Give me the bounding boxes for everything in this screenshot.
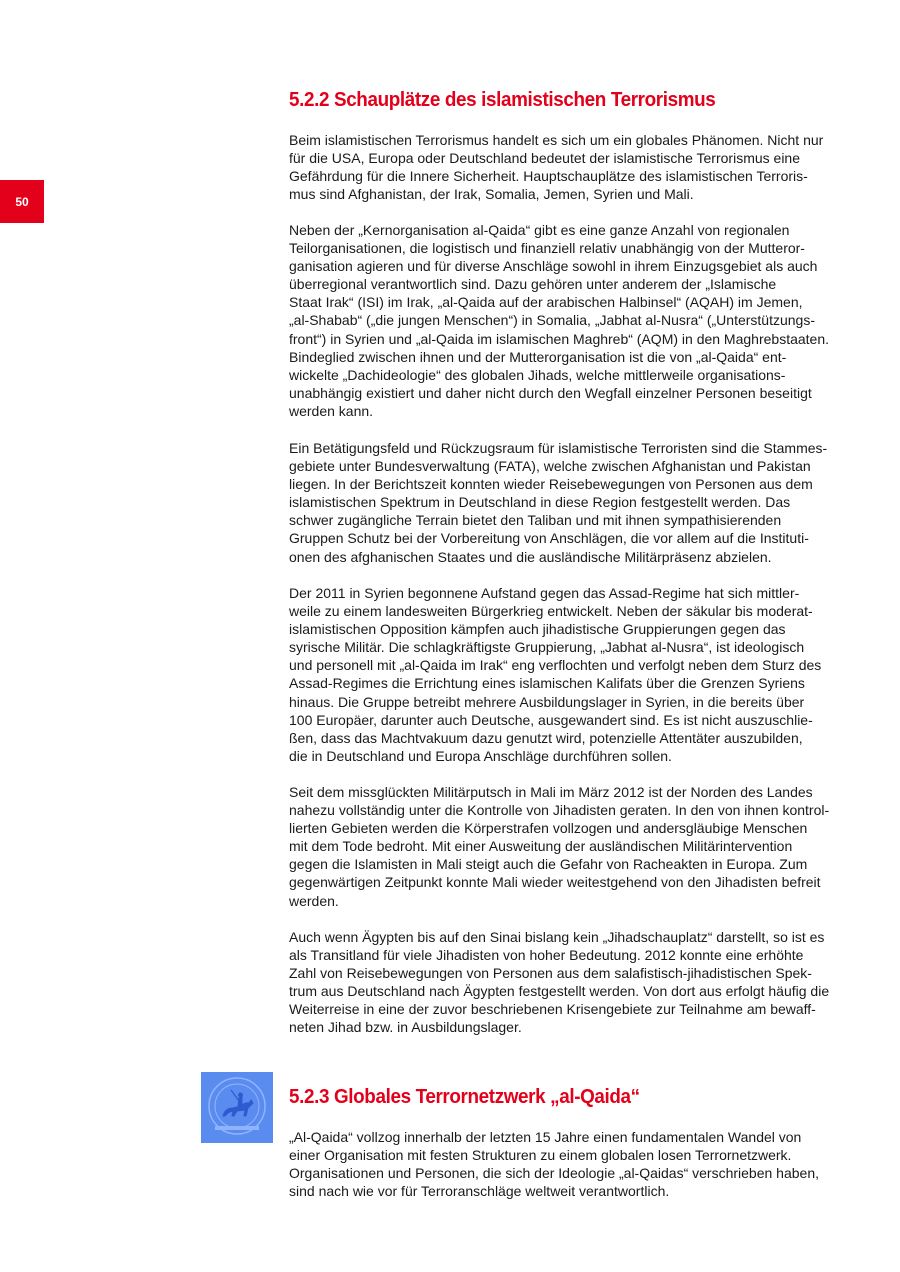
text-line: und personell mit „al-Qaida im Irak“ eng verflochten und verfolgt neben dem Sturz des <box>289 657 822 674</box>
text-line: lierten Gebieten werden die Körperstrafen vollzogen und andersgläubige Menschen <box>289 820 808 837</box>
text-line: hinaus. Die Gruppe betreibt mehrere Ausbildungslager in Syrien, in die bereits über <box>289 693 805 710</box>
text-line: onen des afghanischen Staates und die ausländische Militärpräsenz abzielen. <box>289 548 772 565</box>
text-line: Auch wenn Ägypten bis auf den Sinai bislang kein „Jihadschauplatz“ darstellt, so ist es <box>289 929 825 945</box>
text-line: Gefährdung für die Innere Sicherheit. Hauptschauplätze des islamistischen Terroris- <box>289 168 808 185</box>
text-line: überregional verantwortlich sind. Dazu gehören unter anderem der „Islamische <box>289 276 777 293</box>
text-line: werden kann. <box>289 402 374 419</box>
paragraph-3 <box>289 439 849 566</box>
text-line: Teilorganisationen, die logistisch und finanziell relativ unabhängig von der Mutteror- <box>289 240 805 257</box>
text-line: Bindeglied zwischen ihnen und der Mutterorganisation ist die von „al-Qaida“ ent- <box>289 348 787 365</box>
text-line: islamistischen Opposition kämpfen auch jihadistische Gruppierungen gegen das <box>289 621 786 638</box>
text-line: schwer zugängliche Terrain bietet den Taliban und mit ihnen sympathisierenden <box>289 512 782 529</box>
text-line: Weiterreise in eine der zuvor beschriebenen Krisengebiete zur Teilnahme am bewaff- <box>289 1001 816 1018</box>
text-line: trum aus Deutschland nach Ägypten festgestellt werden. Von dort aus erfolgt häufig die <box>289 983 830 1000</box>
text-line: Beim islamistischen Terrorismus handelt es sich um ein globales Phänomen. Nicht nur <box>289 132 824 148</box>
text-line: ganisation agieren und für diverse Anschläge sowohl in ihrem Einzugsgebiet als auch <box>289 258 818 275</box>
text-line: Der 2011 in Syrien begonnene Aufstand gegen das Assad-Regime hat sich mittler- <box>289 585 800 601</box>
text-line: Ein Betätigungsfeld und Rückzugsraum für islamistische Terroristen sind die Stammes- <box>289 440 828 456</box>
text-line: Organisationen und Personen, die sich der Ideologie „al-Qaidas“ verschrieben haben, <box>289 1165 819 1182</box>
page-number: 50 <box>15 194 29 209</box>
text-line: „Al-Qaida“ vollzog innerhalb der letzten 15 Jahre einen fundamentalen Wandel von <box>289 1129 802 1145</box>
paragraph-2 <box>289 221 849 420</box>
paragraph-4 <box>289 584 849 765</box>
text-line: Zahl von Reisebewegungen von Personen aus dem salafistisch-jihadistischen Spek- <box>289 965 812 982</box>
section-heading-terrornetzwerk: 5.2.3 Globales Terrornetzwerk „al-Qaida“ <box>289 1085 640 1108</box>
text-line: nahezu vollständig unter die Kontrolle von Jihadisten geraten. In den von ihnen kontrol- <box>289 802 830 819</box>
text-line: mus sind Afghanistan, der Irak, Somalia, Jemen, Syrien und Mali. <box>289 186 694 203</box>
text-line: islamistischen Spektrum in Deutschland in diese Region festgestellt werden. Das <box>289 494 791 511</box>
text-line: „al-Shabab“ („die jungen Menschen“) in Somalia, „Jabhat al-Nusra“ („Unterstützungs- <box>289 312 816 329</box>
text-line: als Transitland für viele Jihadisten von hoher Bedeutung. 2012 konnte eine erhöhte <box>289 947 804 964</box>
text-line: werden. <box>289 892 339 909</box>
text-line: gegenwärtigen Zeitpunkt konnte Mali wieder weitestgehend von den Jihadisten befreit <box>289 874 821 891</box>
text-line: Neben der „Kernorganisation al-Qaida“ gibt es eine ganze Anzahl von regionalen <box>289 222 790 238</box>
section-heading-schauplaetze: 5.2.2 Schauplätze des islamistischen Terrorismus <box>289 88 716 111</box>
text-line: einer Organisation mit festen Strukturen zu einem globalen losen Terrornetzwerk. <box>289 1147 792 1164</box>
text-line: ßen, dass das Machtvakuum dazu genutzt wird, potenzielle Attentäter auszubilden, <box>289 729 803 746</box>
paragraph-7 <box>289 1128 849 1200</box>
text-line: sind nach wie vor für Terroranschläge weltweit verantwortlich. <box>289 1183 670 1200</box>
text-line: wickelte „Dachideologie“ des globalen Jihads, welche mittlerweile organisations- <box>289 366 786 383</box>
text-line: Assad-Regimes die Errichtung eines islamischen Kalifats über die Grenzen Syriens <box>289 675 805 692</box>
text-line: front“) in Syrien und „al-Qaida im islamischen Maghreb“ (AQM) in den Maghrebstaaten. <box>289 330 830 347</box>
text-line: für die USA, Europa oder Deutschland bedeutet der islamistische Terrorismus eine <box>289 150 800 167</box>
text-line: neten Jihad bzw. in Ausbildungslager. <box>289 1019 522 1036</box>
text-line: gebiete unter Bundesverwaltung (FATA), welche zwischen Afghanistan und Pakistan <box>289 458 811 475</box>
text-line: gegen die Islamisten in Mali steigt auch die Gefahr von Racheakten in Europa. Zum <box>289 856 808 873</box>
page-number-tab <box>0 180 44 223</box>
text-line: Staat Irak“ (ISI) im Irak, „al-Qaida auf der arabischen Halbinsel“ (AQAH) im Jemen, <box>289 294 803 311</box>
horse-rider-emblem-icon <box>201 1072 273 1143</box>
text-line: Gruppen Schutz bei der Vorbereitung von Anschlägen, die vor allem auf die Instituti- <box>289 530 809 547</box>
text-line: Seit dem missglückten Militärputsch in Mali im März 2012 ist der Norden des Landes <box>289 784 813 800</box>
text-line: unabhängig existiert und daher nicht durch den Wegfall einzelner Personen beseitigt <box>289 384 812 401</box>
text-line: 100 Europäer, darunter auch Deutsche, ausgewandert sind. Es ist nicht auszuschlie- <box>289 711 813 728</box>
text-line: liegen. In der Berichtszeit konnten wieder Reisebewegungen von Personen aus dem <box>289 476 813 493</box>
paragraph-5 <box>289 783 849 910</box>
text-line: mit dem Tode bedroht. Mit einer Ausweitung der ausländischen Militärintervention <box>289 838 793 855</box>
text-line: syrische Militär. Die schlagkräftigste Gruppierung, „Jabhat al-Nusra“, ist ideologisch <box>289 639 805 656</box>
text-line: weile zu einem landesweiten Bürgerkrieg entwickelt. Neben der säkular bis moderat- <box>289 603 813 620</box>
paragraph-1 <box>289 131 849 203</box>
paragraph-6 <box>289 928 849 1037</box>
text-line: die in Deutschland und Europa Anschläge durchführen sollen. <box>289 747 672 764</box>
